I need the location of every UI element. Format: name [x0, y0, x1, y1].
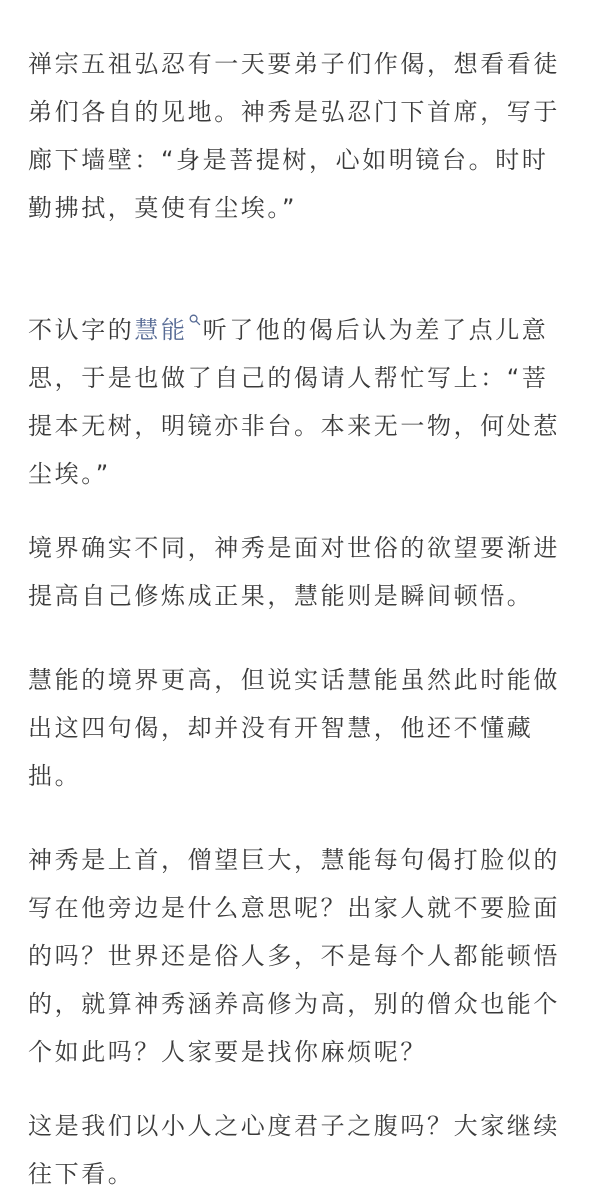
text-line: 的，就算神秀涵养高修为高，别的僧众也能个 [28, 990, 560, 1018]
text-line: 个如此吗？人家要是找你麻烦呢？ [28, 1038, 427, 1066]
search-icon[interactable] [189, 314, 201, 326]
paragraph-1 [28, 40, 573, 232]
text-line: 拙。 [28, 762, 82, 790]
text-line: 的吗？世界还是俗人多，不是每个人都能顿悟 [28, 942, 560, 970]
text-line: 提高自己修炼成正果，慧能则是瞬间顿悟。 [28, 582, 534, 610]
text-line: 禅宗五祖弘忍有一天要弟子们作偈，想看看徒 [28, 50, 560, 78]
text-line: 廊下墙壁：“身是菩提树，心如明镜台。时时 [28, 146, 549, 174]
text-fragment: 听了他的偈后认为差了点儿意 [202, 316, 549, 344]
text-line: 勤拂拭，莫使有尘埃。” [28, 194, 298, 222]
keyword-link-huineng[interactable]: 慧能 [134, 316, 188, 344]
text-line: 往下看。 [28, 1160, 135, 1188]
text-line: 写在他旁边是什么意思呢？出家人就不要脸面 [28, 894, 560, 922]
text-line: 慧能的境界更高，但说实话慧能虽然此时能做 [28, 666, 560, 694]
paragraph-2 [28, 306, 573, 498]
paragraph-4 [28, 656, 573, 800]
text-line: 弟们各自的见地。神秀是弘忍门下首席，写于 [28, 98, 560, 126]
text-line: 思，于是也做了自己的偈请人帮忙写上：“菩 [28, 364, 549, 392]
paragraph-3 [28, 524, 573, 620]
paragraph-6 [28, 1102, 573, 1198]
text-line [28, 306, 573, 354]
text-line: 提本无树，明镜亦非台。本来无一物，何处惹 [28, 412, 560, 440]
text-fragment: 不认字的 [28, 316, 135, 344]
text-line: 尘埃。” [28, 460, 111, 488]
text-line: 这是我们以小人之心度君子之腹吗？大家继续 [28, 1112, 560, 1140]
paragraph-5 [28, 836, 573, 1076]
text-line: 神秀是上首，僧望巨大，慧能每句偈打脸似的 [28, 846, 560, 874]
text-line: 境界确实不同，神秀是面对世俗的欲望要渐进 [28, 534, 560, 562]
text-line: 出这四句偈，却并没有开智慧，他还不懂藏 [28, 714, 534, 742]
